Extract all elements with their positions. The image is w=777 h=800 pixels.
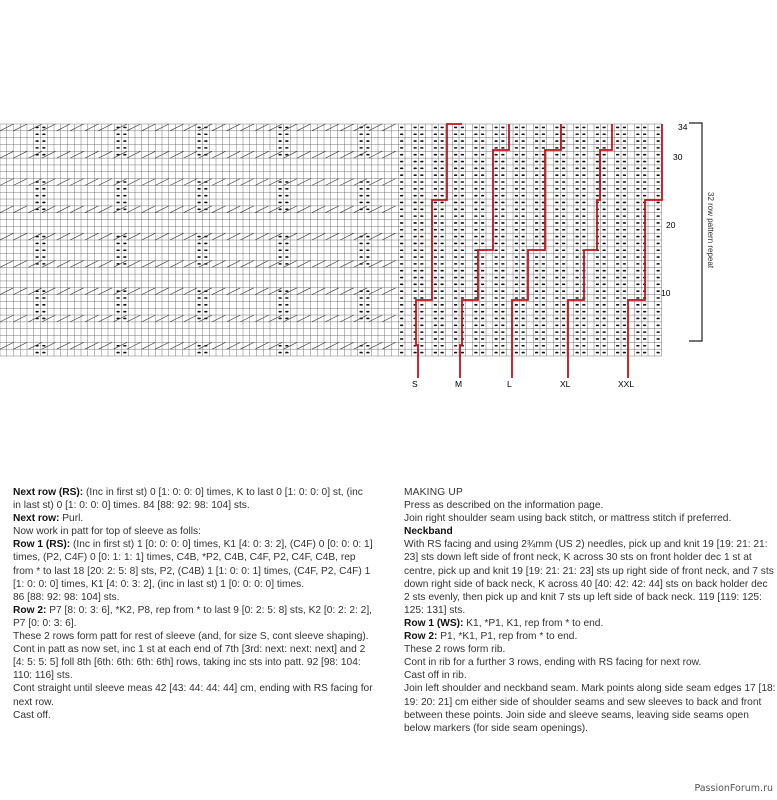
row-number-30: 30 — [673, 152, 683, 162]
repeat-label: 32 row pattern repeat — [706, 192, 715, 269]
row2-text: P7 [8: 0: 3: 6], *K2, P8, rep from * to last 9 [0: 2: 5: 8] sts, K2 [0: 2: 2: 2], P7 [0: 0: 3: 6]. — [13, 604, 373, 629]
row1-rs-text: (Inc in first st) 1 [0: 0: 0: 0] times, K1 [4: 0: 3: 2], (C4F) 0 [0: 0: 0: 1] times, (P2, C4F) 0 [0: 1: 1: 1] times, C4B, *P2, C4B, C4F, P2, C4F, C4B, rep from * to last 18 [20: 2: 5: 8] sts, P2, (C4B) 1 [1: 0: 0: 1] times, (C4F, P2, C4F) 1 [1: 0: 0: 0] times, K1 [4: 0: 3: 2], (inc in last st) 1 [0: 0: 0: 0] times. — [13, 539, 373, 590]
making-up-instructions — [404, 486, 776, 735]
rib-row2-label: Row 2: — [404, 631, 438, 643]
rib-row2-text: P1, *K1, P1, rep from * to end. — [437, 631, 578, 643]
size-label-m: M — [455, 379, 463, 389]
stitch-count: 86 [88: 92: 98: 104] sts. — [13, 591, 120, 603]
row2-label: Row 2: — [13, 604, 47, 616]
cont-in-rib: Cont in rib for a further 3 rows, ending with RS facing for next row. — [404, 657, 702, 669]
sleeve-instructions — [13, 486, 373, 722]
cont-straight: Cont straight until sleeve meas 42 [43: 44: 44: 44] cm, ending with RS facing for next row. — [13, 683, 373, 708]
row1-rs-label: Row 1 (RS): — [13, 539, 71, 551]
row1-ws-label: Row 1 (WS): — [404, 617, 464, 629]
neckband-heading: Neckband — [404, 526, 453, 538]
row1-ws-text: K1, *P1, K1, rep from * to end. — [463, 617, 604, 629]
cast-off: Cast off. — [13, 709, 51, 721]
paragraph-next-row — [13, 512, 373, 525]
patt-note: These 2 rows form patt for rest of sleeve (and, for size S, cont sleeve shaping). — [13, 631, 369, 643]
row-number-10: 10 — [661, 288, 671, 298]
size-label-xl: XL — [560, 379, 571, 389]
paragraph-row2 — [13, 604, 373, 630]
watermark: PassionForum.ru — [694, 783, 773, 794]
next-row-text: Purl. — [59, 513, 84, 525]
row-number-34: 34 — [678, 122, 688, 132]
size-label-s: S — [412, 379, 418, 389]
repeat-bracket — [689, 123, 702, 341]
press-text: Press as described on the information page. — [404, 500, 604, 512]
row-number-20: 20 — [666, 220, 676, 230]
next-row-rs-text: (Inc in first st) 0 [1: 0: 0: 0] times, K to last 0 [1: 0: 0: 0] st, (inc in last st) 0 [1: 0: 0: 0] times. 84 [88: 92: 98: 104] sts. — [13, 487, 363, 512]
size-label-l: L — [507, 379, 512, 389]
paragraph-rib-row2 — [404, 630, 776, 643]
cont-in-patt: Cont in patt as now set, inc 1 st at each end of 7th [3rd: next: next: next] and 2 [4: 5: 5: 5] foll 8th [6th: 6th: 6th: 6th] rows, taking inc sts into patt. 92 [98: 104: 110: 116] sts. — [13, 644, 366, 682]
paragraph-row1-rs — [13, 538, 373, 590]
size-label-xxl: XXL — [618, 379, 635, 389]
next-row-label: Next row: — [13, 513, 60, 525]
making-up-heading: MAKING UP — [404, 487, 463, 498]
paragraph-next-row-rs — [13, 486, 373, 512]
cast-off-rib: Cast off in rib. — [404, 670, 467, 682]
patt-intro: Now work in patt for top of sleeve as folls: — [13, 526, 201, 538]
join-shoulder-text: Join right shoulder seam using back stitch, or mattress stitch if preferred. — [404, 513, 732, 525]
rib-note: These 2 rows form rib. — [404, 644, 506, 656]
join-left-shoulder: Join left shoulder and neckband seam. Mark points along side seam edges 17 [18: 19: 20: 21] cm either side of shoulder seams and sew sleeves to back and front between these points. Join side and sleeve seams, leaving side seams open below markers (for side seam openings). — [404, 683, 776, 734]
paragraph-row1-ws — [404, 617, 776, 630]
neckband-text: With RS facing and using 2¾mm (US 2) needles, pick up and knit 19 [19: 21: 21: 23] sts down left side of front neck, K across 30 sts on front holder dec 1 st at centre, pick up and knit 19 [19: 21: 21: 23] sts up right side of front neck, and 7 sts down right side of back neck, K across 40 [40: 42: 42: 44] sts on back holder dec 2 sts evenly, then pick up and knit 7 sts up left side of back neck. 119 [119: 125: 125: 131] sts. — [404, 539, 774, 616]
next-row-rs-label: Next row (RS): — [13, 487, 84, 498]
